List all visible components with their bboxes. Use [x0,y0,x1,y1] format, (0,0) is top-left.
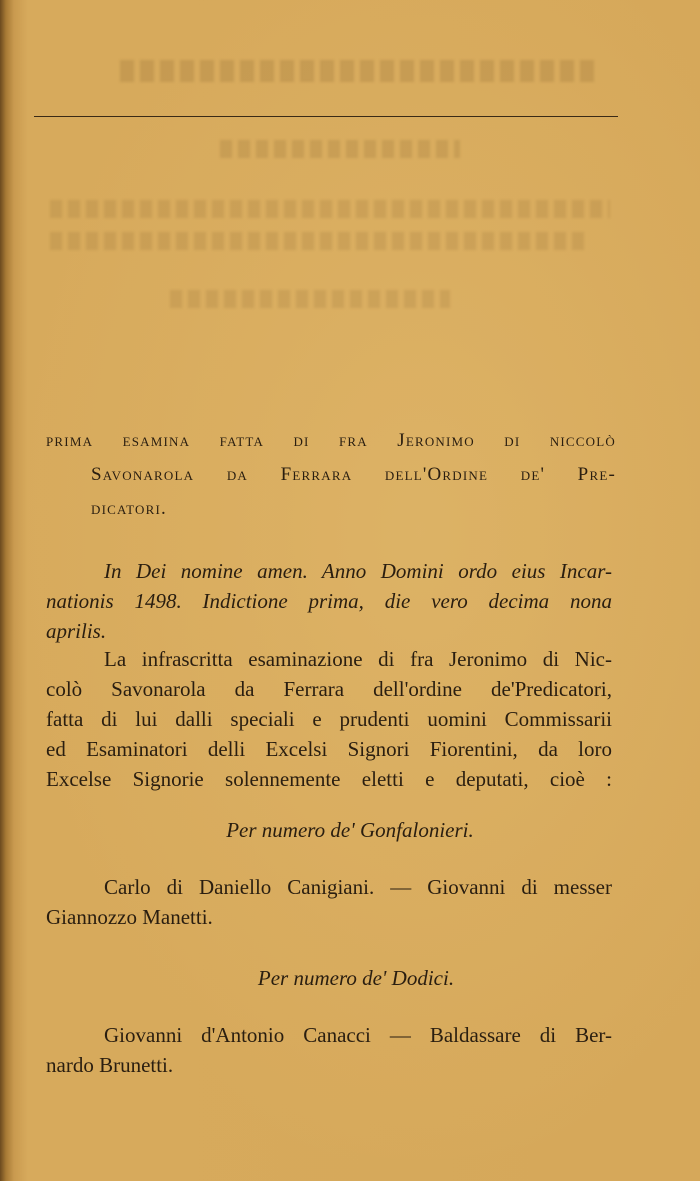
text-line: nardo Brunetti. [46,1053,174,1077]
text-line: Giannozzo Manetti. [46,905,213,929]
text-line: fatta di lui dalli speciali e prudenti uomini Commissarii [46,707,612,731]
document-title [46,424,616,526]
show-through-texture [50,200,610,218]
section-paragraph [46,872,612,932]
intro-paragraph [46,644,612,794]
show-through-texture [170,290,450,308]
invocation-paragraph [46,556,612,646]
text-line: Excelse Signorie solennemente eletti e deputati, cioè : [46,767,612,791]
text-line: La infrascritta esaminazione di fra Jeronimo di Nic- [104,647,612,671]
section-heading: Per numero de' Gonfalonieri. [226,818,474,842]
text-line: In Dei nomine amen. Anno Domini ordo eius Incar- [104,559,612,583]
section-heading: Per numero de' Dodici. [257,966,455,990]
title-line: dicatori. [91,498,167,519]
show-through-texture [50,232,590,250]
text-line: nationis 1498. Indictione prima, die vero decima nona [46,589,612,613]
text-line: Carlo di Daniello Canigiani. — Giovanni di messer [104,875,612,899]
section-paragraph [46,1020,612,1080]
title-line: prima esamina fatta di fra Jeronimo di niccolò [46,430,616,451]
show-through-texture [220,140,460,158]
header-rule [34,116,618,117]
text-line: aprilis. [46,619,107,643]
show-through-texture [120,60,600,82]
text-line: ed Esaminatori delli Excelsi Signori Fiorentini, da loro [46,737,612,761]
text-line: colò Savonarola da Ferrara dell'ordine de'Predicatori, [46,677,612,701]
title-line: Savonarola da Ferrara dell'Ordine de' Pre- [91,464,616,485]
text-line: Giovanni d'Antonio Canacci — Baldassare di Ber- [104,1023,612,1047]
